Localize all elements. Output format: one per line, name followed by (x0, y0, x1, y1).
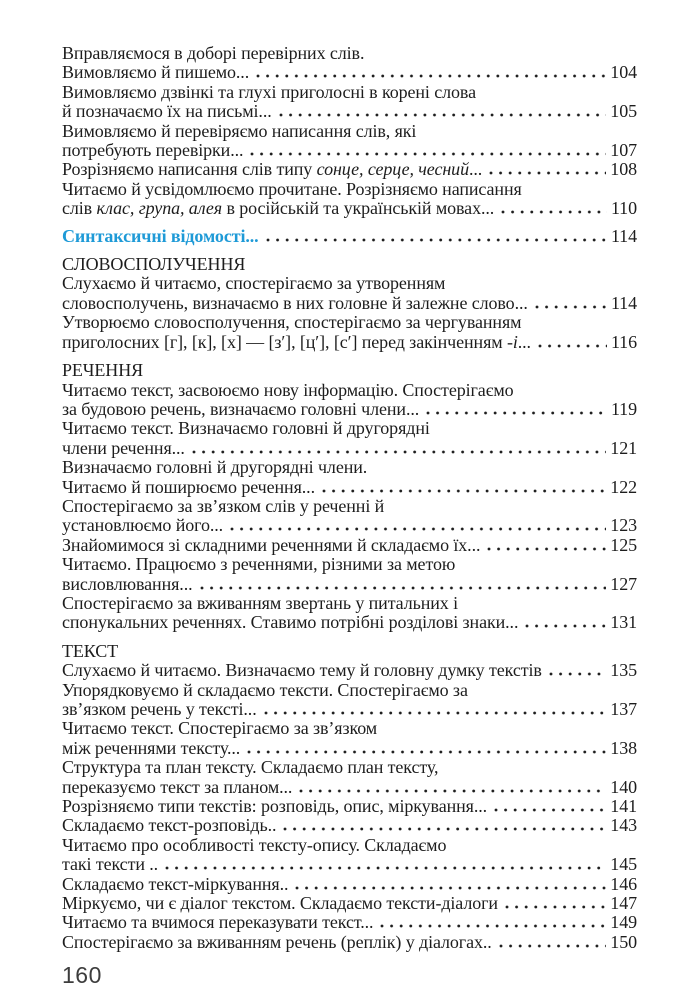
toc-page-number: 123 (610, 516, 637, 536)
toc-entry-text (62, 63, 249, 82)
dot-leader (281, 818, 606, 831)
toc-entry-text (62, 333, 531, 352)
toc-entry (62, 797, 637, 816)
dot-leader (264, 229, 607, 242)
toc-page-number: 116 (610, 332, 637, 352)
toc-entry-text (62, 719, 377, 738)
toc-entry-line (62, 700, 637, 719)
toc-text-segment: Утворюємо словосполучення, спостерігаємо за чергуванням (62, 313, 522, 333)
toc-entry-line (62, 478, 637, 497)
toc-text-segment: Читаємо й усвідомлюємо прочитане. Розрізняємо написання (62, 179, 522, 199)
toc-entry (62, 816, 637, 835)
dot-leader (245, 741, 606, 754)
toc-text-segment: установлюємо його... (62, 516, 224, 536)
toc-page-number: 122 (610, 477, 637, 497)
toc-text-segment: Синтаксичні відомості... (62, 226, 259, 246)
toc-entry-text (62, 836, 446, 855)
toc-page-number: 131 (610, 613, 637, 633)
dot-leader (228, 518, 606, 531)
toc-text-segment: -і (506, 332, 518, 352)
toc-text-segment: Спостерігаємо за зв’язком слів у реченні й (62, 496, 385, 516)
toc-entry-line (62, 875, 637, 894)
dot-leader (262, 702, 607, 715)
toc-entry-line (62, 294, 637, 313)
toc-entry-text (62, 681, 468, 700)
toc-entry-text (62, 758, 438, 777)
toc-page-number: 146 (610, 874, 637, 894)
toc-text-segment: такі тексти .. (62, 855, 159, 875)
toc-entry-line (62, 778, 637, 797)
toc-entry-line (62, 797, 637, 816)
dot-leader (499, 201, 607, 214)
dot-leader (320, 480, 606, 493)
toc-entry-text (62, 875, 288, 894)
page-number-footer: 160 (62, 962, 102, 989)
toc-text-segment: ... (517, 332, 531, 352)
toc-text-segment: Читаємо про особливості тексту-опису. Складаємо (62, 835, 447, 855)
dot-leader (424, 402, 607, 415)
toc-entry-text (62, 313, 521, 332)
toc-entry-line (62, 381, 637, 400)
toc-text-segment: Міркуємо, чи є діалог текстом. Складаємо тексти-діалоги (62, 894, 498, 914)
toc-text-segment: ... (468, 160, 483, 180)
toc-page-number: 121 (610, 438, 637, 458)
toc-text-segment: й позначаємо їх на письмі... (62, 102, 272, 122)
toc-entry-text (62, 797, 487, 816)
dot-leader (547, 663, 607, 676)
toc-text-segment: висловлювання... (62, 574, 193, 594)
dot-leader (497, 935, 607, 948)
toc-entry (62, 758, 637, 797)
toc-page-number: 127 (610, 574, 637, 594)
toc-entry-line (62, 102, 637, 121)
dot-leader (293, 877, 606, 890)
toc-entry (62, 933, 637, 952)
toc-entry-line (62, 333, 637, 352)
toc-text-segment: клас, група, алея (96, 199, 223, 219)
toc-entry-text (62, 102, 272, 121)
toc-entry-text (62, 575, 193, 594)
toc-entry-line (62, 613, 637, 632)
toc-entry-line (62, 836, 637, 855)
toc-page-number: 149 (610, 913, 637, 933)
toc-text-segment: приголосних [г], [к], [х] — [з′], [ц′], [с′] перед закінченням (62, 332, 507, 352)
toc-page-number: 107 (610, 141, 637, 161)
toc-text-segment: Знайомимося зі складними реченнями й складаємо їх... (62, 535, 481, 555)
dot-leader (485, 538, 606, 551)
toc-text-segment: Вимовляємо дзвінкі та глухі приголосні в корені слова (62, 82, 476, 102)
toc-text-segment: Слухаємо й читаємо. Визначаємо тему й головну думку текстів (62, 661, 542, 681)
toc-page-number: 150 (610, 932, 637, 952)
toc-entry-line (62, 758, 637, 777)
toc-entry-line (62, 894, 637, 913)
toc-entry-text (62, 739, 240, 758)
toc-entry-text (62, 478, 315, 497)
toc-entry-text (62, 700, 257, 719)
toc-entry-text (62, 594, 458, 613)
toc-entry (62, 381, 637, 420)
toc-entry-text (62, 141, 243, 160)
toc-page-number: 141 (610, 797, 637, 817)
dot-leader (248, 143, 606, 156)
toc-entry-line (62, 439, 637, 458)
toc-entry (62, 913, 637, 932)
toc-entry-line (62, 681, 637, 700)
toc-entry-text (62, 778, 292, 797)
toc-entry-text (62, 855, 158, 874)
toc-entry-text (62, 536, 480, 555)
toc-entry-text (62, 83, 476, 102)
toc-text-segment: Структура та план тексту. Складаємо план тексту, (62, 758, 439, 778)
toc-text-segment: Читаємо. Працюємо з реченнями, різними за метою (62, 555, 456, 575)
toc-entry (62, 274, 637, 313)
toc-page-number: 125 (610, 535, 637, 555)
toc-entry-line (62, 516, 637, 535)
toc-page-number: 108 (610, 160, 637, 180)
toc-entry-line (62, 719, 637, 738)
toc-text-segment: Складаємо текст-міркування.. (62, 874, 289, 894)
dot-leader (533, 296, 607, 309)
toc-entry-line (62, 141, 637, 160)
toc-text-segment: Визначаємо головні й другорядні члени. (62, 458, 368, 478)
toc-text-segment: зв’язком речень у тексті... (62, 700, 257, 719)
dot-leader (523, 615, 606, 628)
toc-text-segment: Упорядковуємо й складаємо тексти. Спостерігаємо за (62, 680, 468, 700)
toc-entry-line (62, 497, 637, 516)
toc-entry (62, 160, 637, 179)
toc-page-number: 147 (610, 894, 637, 914)
toc-entry-text (62, 458, 367, 477)
toc-entry-text (62, 419, 430, 438)
toc-text-segment: Розрізняємо написання слів типу (62, 160, 317, 180)
toc-text-segment: Вправляємося в доборі перевірних слів. (62, 44, 365, 63)
toc-entry-text (62, 816, 276, 835)
toc-text-segment: слів (62, 199, 97, 219)
toc-entry-line (62, 199, 637, 218)
dot-leader (190, 441, 606, 454)
toc-entry-text (62, 555, 455, 574)
table-of-contents (62, 44, 637, 952)
toc-entry-text (62, 227, 259, 246)
toc-entry-text (62, 294, 528, 313)
toc-page-number: 119 (610, 399, 637, 419)
toc-text-segment: Читаємо й поширюємо речення... (62, 477, 315, 497)
toc-text-segment: Вимовляємо й пишемо... (62, 63, 250, 83)
toc-entry (62, 497, 637, 536)
toc-entry (62, 458, 637, 497)
toc-text-segment: Читаємо текст. Визначаємо головні й другорядні (62, 419, 430, 439)
toc-entry-line (62, 83, 637, 102)
toc-entry-line (62, 913, 637, 932)
toc-page-number: 145 (610, 855, 637, 875)
toc-text-segment: Читаємо текст. Спостерігаємо за зв’язком (62, 719, 378, 739)
toc-text-segment: члени речення... (62, 438, 185, 458)
toc-entry (62, 681, 637, 720)
toc-entry-line (62, 419, 637, 438)
toc-text-segment: Спостерігаємо за вживанням звертань у питальних і (62, 593, 458, 613)
toc-entry-text (62, 381, 514, 400)
toc-entry-line (62, 739, 637, 758)
toc-entry-text (62, 122, 416, 141)
toc-text-segment: Читаємо та вчимося переказувати текст... (62, 913, 374, 933)
toc-entry-text (62, 180, 522, 199)
toc-text-segment: Вимовляємо й перевіряємо написання слів, які (62, 121, 417, 141)
toc-entry-text (62, 894, 498, 913)
toc-entry-line (62, 160, 637, 179)
toc-entry-text (62, 274, 445, 293)
toc-page-number: 143 (610, 816, 637, 836)
toc-page-number: 114 (610, 226, 637, 246)
toc-entry-accent (62, 227, 637, 246)
toc-entry-line (62, 575, 637, 594)
toc-page-number: 135 (610, 661, 637, 681)
toc-entry-text (62, 497, 384, 516)
dot-leader (163, 857, 606, 870)
toc-entry (62, 44, 637, 83)
dot-leader (492, 799, 606, 812)
toc-entry-line (62, 536, 637, 555)
toc-text-segment: між реченнями тексту... (62, 738, 241, 758)
toc-text-segment: Читаємо текст, засвоюємо нову інформацію. Спостерігаємо (62, 380, 514, 400)
toc-entry (62, 419, 637, 458)
toc-entry (62, 536, 637, 555)
toc-entry-text (62, 613, 518, 632)
dot-leader (378, 915, 606, 928)
toc-entry-line (62, 855, 637, 874)
toc-text-segment: Розрізняємо типи текстів: розповідь, опис, міркування... (62, 797, 488, 817)
dot-leader (503, 896, 606, 909)
toc-entry-line (62, 933, 637, 952)
toc-text-segment: Слухаємо й читаємо, спостерігаємо за утворенням (62, 274, 446, 294)
toc-text-segment: за будовою речень, визначаємо головні члени... (62, 399, 420, 419)
toc-text-segment: Спостерігаємо за вживанням речень (реплік) у діалогах.. (62, 932, 492, 952)
dot-leader (536, 335, 607, 348)
toc-entry (62, 719, 637, 758)
dot-leader (254, 65, 606, 78)
toc-entry (62, 836, 637, 875)
toc-entry-line (62, 458, 637, 477)
toc-page-number: 104 (610, 63, 637, 83)
toc-entry-text (62, 516, 223, 535)
toc-page-number: 137 (610, 700, 637, 719)
dot-leader (297, 780, 606, 793)
toc-entry-line (62, 816, 637, 835)
toc-entry-line (62, 594, 637, 613)
toc-entry (62, 594, 637, 633)
toc-entry-text (62, 933, 492, 952)
toc-entry-text (62, 400, 419, 419)
toc-text-segment: потребують перевірки... (62, 141, 244, 161)
toc-entry-text (62, 661, 542, 680)
toc-entry-line (62, 274, 637, 293)
toc-entry-line (62, 180, 637, 199)
toc-entry (62, 894, 637, 913)
toc-entry-line (62, 63, 637, 82)
toc-page-number: 110 (610, 199, 637, 219)
toc-entry-text (62, 913, 373, 932)
toc-entry-text (62, 199, 494, 218)
toc-entry-text (62, 439, 185, 458)
toc-entry (62, 661, 637, 680)
toc-page-number: 114 (610, 293, 637, 313)
dot-leader (198, 577, 607, 590)
toc-page-number: 140 (610, 777, 637, 797)
toc-entry (62, 555, 637, 594)
dot-leader (487, 162, 606, 175)
toc-entry-line (62, 122, 637, 141)
toc-text-segment: сонце, серце, чесний (316, 160, 469, 180)
toc-entry (62, 180, 637, 219)
toc-text-segment: в російській та українській мовах... (222, 199, 495, 219)
toc-entry (62, 313, 637, 352)
toc-entry-text (62, 44, 364, 63)
toc-page-number: 105 (610, 102, 637, 122)
toc-entry-line (62, 400, 637, 419)
toc-entry-line (62, 661, 637, 680)
toc-entry-line (62, 44, 637, 63)
section-heading: СЛОВОСПОЛУЧЕННЯ (62, 254, 246, 275)
toc-entry-line (62, 313, 637, 332)
toc-entry (62, 83, 637, 122)
dot-leader (277, 104, 607, 117)
toc-text-segment: спонукальних реченнях. Ставимо потрібні розділові знаки... (62, 613, 519, 633)
toc-page-number: 138 (610, 738, 637, 758)
toc-text-segment: Складаємо текст-розповідь.. (62, 816, 277, 836)
toc-text-segment: переказуємо текст за планом... (62, 777, 293, 797)
section-heading: ТЕКСТ (62, 640, 119, 661)
toc-entry-line (62, 227, 637, 246)
toc-entry (62, 875, 637, 894)
toc-entry-line (62, 555, 637, 574)
toc-entry (62, 122, 637, 161)
toc-entry-text (62, 160, 482, 179)
section-heading: РЕЧЕННЯ (62, 360, 144, 381)
toc-text-segment: словосполучень, визначаємо в них головне й залежне слово... (62, 293, 528, 313)
